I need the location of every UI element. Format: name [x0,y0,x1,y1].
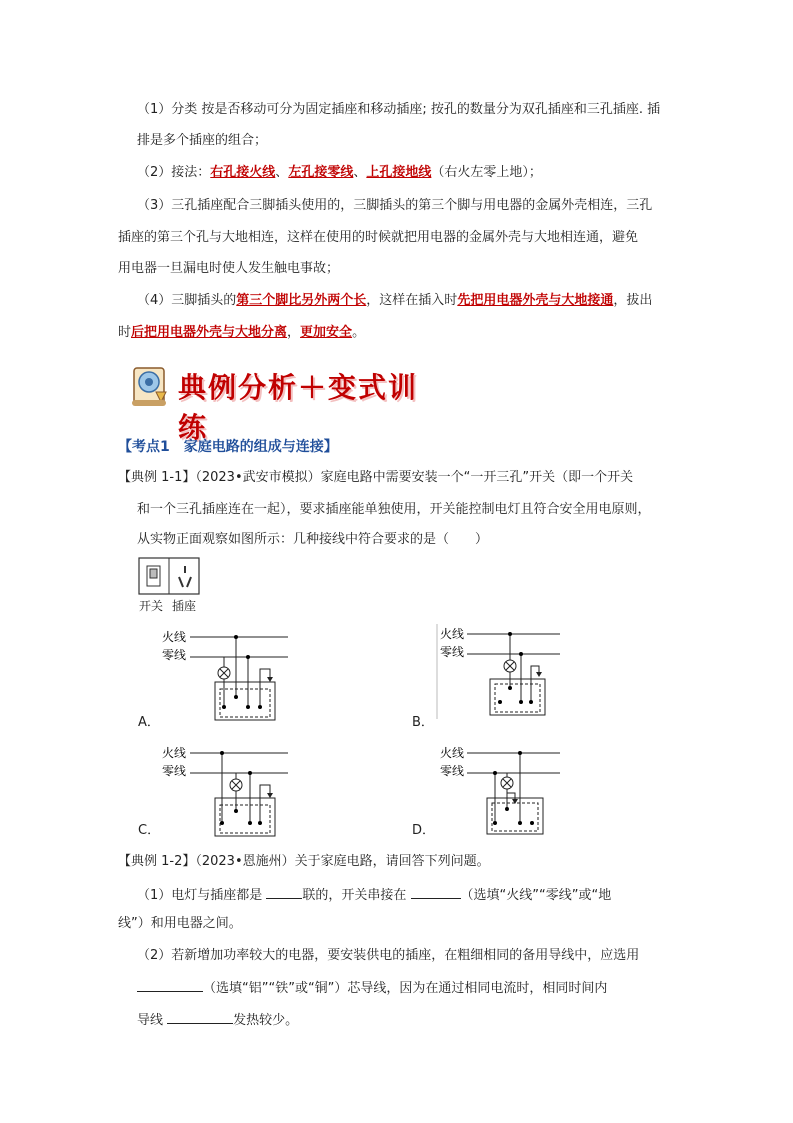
q2-line1: 【典例 1-2】（2023•恩施州）关于家庭电路，请回答下列问题。 [118,854,490,869]
zero-line-label: 零线 [162,648,187,662]
q2-s1-line: （1）电灯与插座都是 联的，开关串接在 （选填“火线”“零线”或“地 [137,884,611,906]
banner-scroll-icon [128,362,176,410]
fire-line-label: 火线 [440,746,465,760]
circuit-b [435,624,570,724]
p4-line1: （4）三脚插头的第三个脚比另外两个长，这样在插入时先把用电器外壳与大地接通，拔出 [137,293,653,308]
circuit-a [160,627,295,727]
blank-1[interactable] [266,884,302,899]
q2-s2-line1: （2）若新增加功率较大的电器，要安装供电的插座，在粗细相同的备用导线中，应选用 [137,948,640,963]
banner-title: 典例分析＋变式训练 [178,371,419,444]
p3-line1: （3）三孔插座配合三脚插头使用的，三脚插头的第三个脚与用电器的金属外壳相连，三孔 [137,198,653,213]
zero-line-label: 零线 [440,645,465,659]
option-a: A． [138,715,160,730]
fire-line-label: 火线 [162,630,187,644]
circuit-d [435,743,570,843]
zero-line-label: 零线 [162,764,187,778]
q1-line2: 和一个三孔插座连在一起），要求插座能单独使用，开关能控制电灯且符合安全用电原则， [137,502,651,517]
option-c: C． [138,823,161,838]
switch-socket-figure [138,557,202,597]
zero-line-label: 零线 [440,764,465,778]
p1-line2: 排是多个插座的组合； [137,133,268,148]
fire-line-label: 火线 [162,746,187,760]
section-banner [128,362,428,444]
p1-line1: （1）分类 按是否移动可分为固定插座和移动插座; 按孔的数量分为双孔插座和三孔插座. 插 [137,102,661,117]
kaodian-label: 【考点1 家庭电路的组成与连接】 [118,439,338,455]
blank-2[interactable] [411,884,461,899]
q2-s2-line3: 导线 发热较少。 [137,1009,298,1031]
q1-line1: 【典例 1-1】（2023•武安市模拟）家庭电路中需要安装一个“一开三孔”开关（即一个开关 [118,470,634,485]
p4-line2: 时后把用电器外壳与大地分离，更加安全。 [118,325,366,340]
option-d: D． [412,823,436,838]
blank-3[interactable] [137,977,203,992]
q2-s2-line2: （选填“铝”“铁”或“铜”）芯导线，因为在通过相同电流时，相同时间内 [137,977,607,999]
switch-label: 开关 [139,599,164,613]
circuit-c [160,743,295,843]
blank-4[interactable] [167,1009,233,1024]
socket-label: 插座 [172,599,197,613]
q2-s1-line2: 线”）和用电器之间。 [118,916,242,931]
p3-line3: 用电器一旦漏电时使人发生触电事故； [118,261,340,276]
fire-line-label: 火线 [440,627,465,641]
option-b: B． [412,715,434,730]
q1-line3: 从实物正面观察如图所示：几种接线中符合要求的是（ ） [137,532,489,547]
p2-line: （2）接法：右孔接火线、左孔接零线、上孔接地线（右火左零上地）； [137,165,542,180]
p3-line2: 插座的第三个孔与大地相连，这样在使用的时候就把用电器的金属外壳与大地相连通，避免 [118,230,639,245]
